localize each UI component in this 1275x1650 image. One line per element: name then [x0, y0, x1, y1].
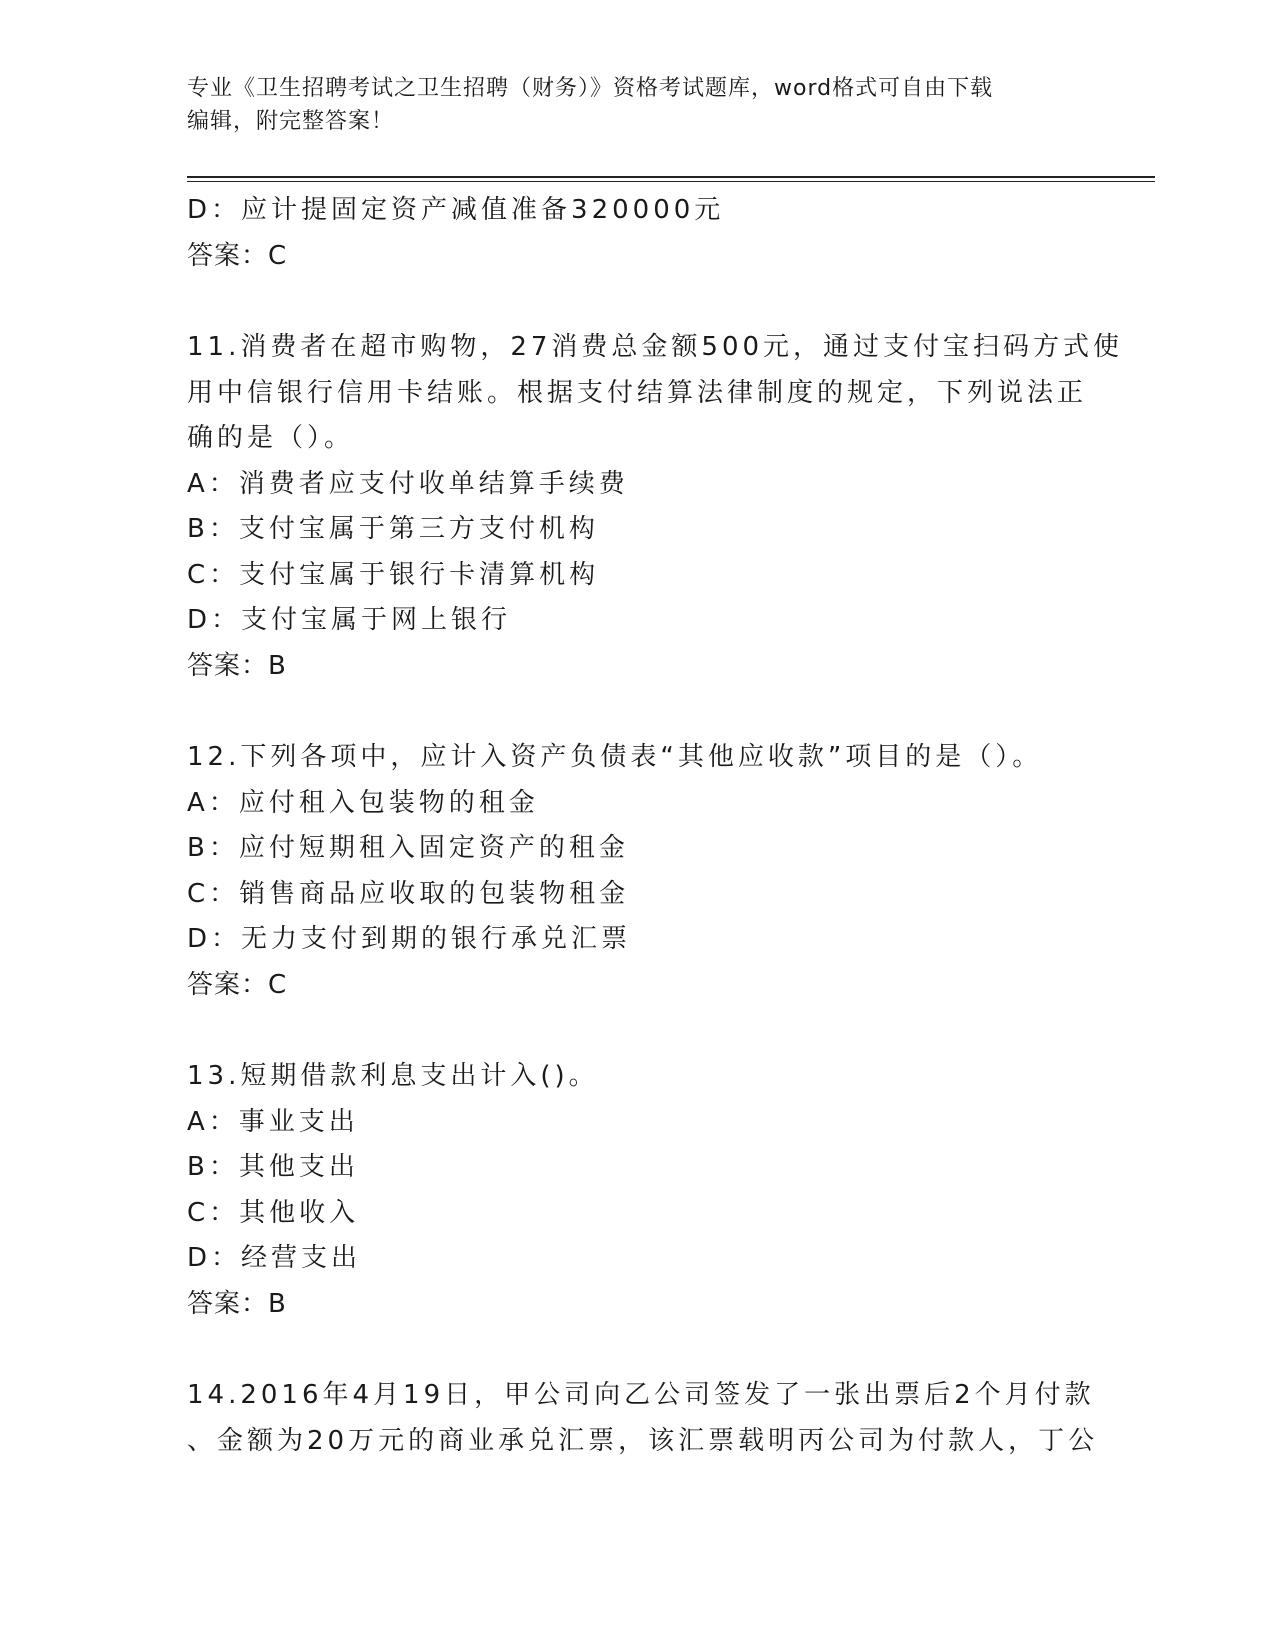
question-stem-line-1: 13.短期借款利息支出计入()。	[187, 1061, 599, 1091]
option-b: B：支付宝属于第三方支付机构	[187, 514, 599, 544]
option-b: B：应付短期租入固定资产的租金	[187, 833, 629, 863]
option-c: C：支付宝属于银行卡清算机构	[187, 559, 600, 590]
question-stem-line-1: 12.下列各项中，应计入资产负债表“其他应收款”项目的是（）。	[187, 742, 1043, 772]
option-c: C：销售商品应收取的包装物租金	[187, 878, 630, 909]
answer: 答案：B	[187, 650, 287, 681]
spacer	[187, 279, 1087, 325]
header-line-2: 编辑，附完整答案！	[187, 109, 395, 134]
option-a: A：事业支出	[187, 1106, 359, 1137]
option-d: D：经营支出	[187, 1243, 362, 1273]
question-12	[187, 735, 1087, 1008]
header-divider-thin	[187, 181, 1155, 182]
question-14	[187, 1373, 1099, 1464]
option-d: D：应计提固定资产减值准备320000元	[187, 195, 725, 225]
option-a: A：消费者应支付收单结算手续费	[187, 468, 629, 499]
header-divider-thick	[187, 176, 1155, 178]
question-stem-line-2: 用中信银行信用卡结账。根据支付结算法律制度的规定，下列说法正	[187, 377, 1088, 408]
question-11	[187, 325, 1124, 689]
option-b: B：其他支出	[187, 1152, 359, 1182]
question-stem-line-2: 、金额为20万元的商业承兑汇票，该汇票载明丙公司为付款人，丁公	[187, 1425, 1099, 1456]
question-13	[187, 1054, 1087, 1327]
option-c: C：其他收入	[187, 1197, 360, 1228]
answer: 答案：C	[187, 240, 288, 271]
option-a: A：应付租入包装物的租金	[187, 787, 539, 818]
option-d: D：支付宝属于网上银行	[187, 605, 512, 635]
question-stem-line-1: 11.消费者在超市购物，27消费总金额500元，通过支付宝扫码方式使	[187, 332, 1124, 362]
spacer	[187, 1008, 1087, 1054]
spacer	[187, 689, 1087, 735]
page-header	[187, 72, 1087, 138]
question-stem-line-1: 14.2016年4月19日，甲公司向乙公司签发了一张出票后2个月付款	[187, 1380, 1095, 1410]
header-line-1: 专业《卫生招聘考试之卫生招聘（财务）》资格考试题库，word格式可自由下载	[187, 76, 994, 101]
question-10-tail	[187, 188, 1087, 279]
question-stem-line-3: 确的是（）。	[187, 423, 355, 453]
answer: 答案：B	[187, 1288, 287, 1319]
spacer	[187, 1327, 1087, 1373]
question-list	[187, 188, 1124, 1464]
answer: 答案：C	[187, 969, 288, 1000]
option-d: D：无力支付到期的银行承兑汇票	[187, 924, 632, 954]
